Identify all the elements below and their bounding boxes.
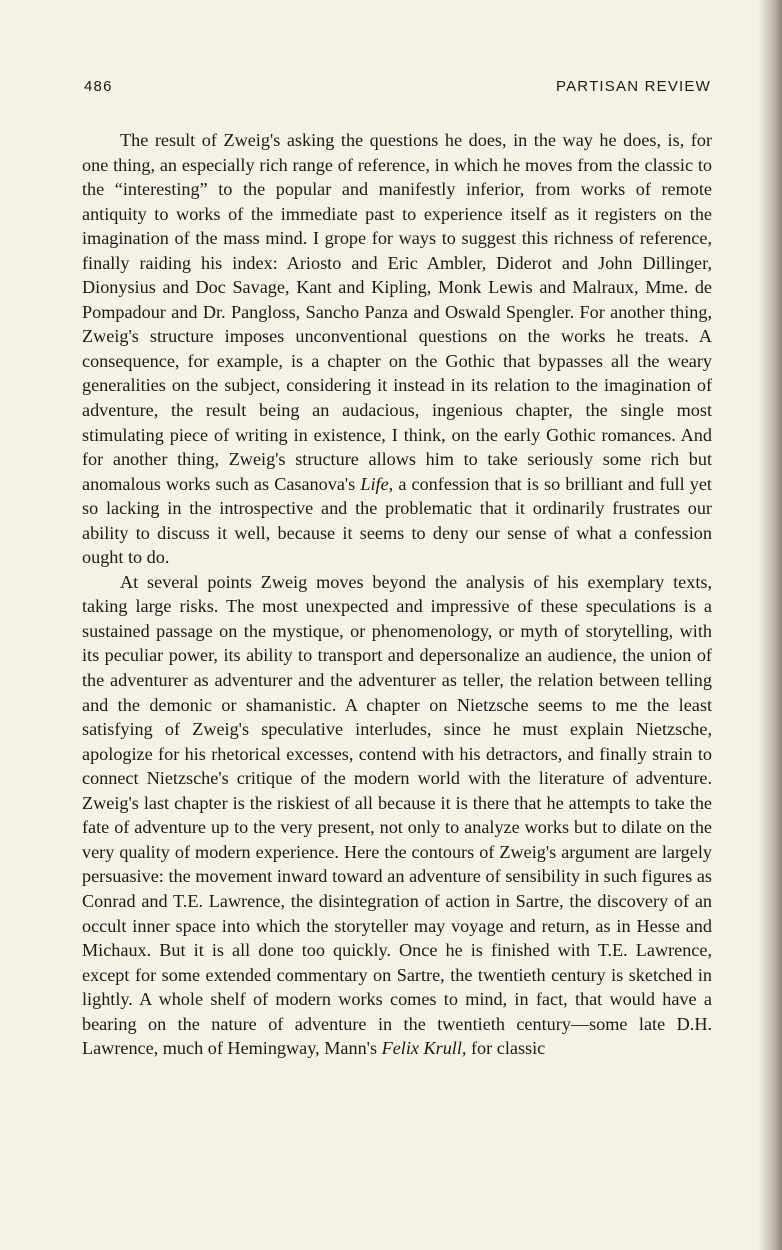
paragraph-2-text: At several points Zweig moves beyond the analysis of his exemplary texts, taking large risks. The most unexpected and impressive of these speculations is a sustained passage on the mystique, or phenomenology, or myth of storytelling, with its peculiar power, its ability to transport and depersonalize an audience, the union of the adventurer as adventurer and the adventurer as teller, the relation between telling and the demonic or shamanistic. A chapter on Nietzsche seems to me the least satisfying of Zweig's speculative interludes, since he must explain Nietzsche, apologize for his rhetorical excesses, contend with his detractors, and finally strain to connect Nietzsche's critique of the modern world with the literature of adventure. Zweig's last chapter is the riskiest of all because it is there that he attempts to take the fate of adventure up to the very present, not only to analyze works but to dilate on the very quality of modern experience. Here the contours of Zweig's argument are largely persuasive: the movement inward toward an adventure of sensibility in such figures as Conrad and T.E. Lawrence, the disintegration of action in Sartre, the discovery of an occult inner space into which the storyteller may voyage and return, as in Hesse and Michaux. But it is all done too quickly. Once he is finished with T.E. Lawrence, except for some extended commentary on Sartre, the twentieth century is sketched in lightly. A whole shelf of modern works comes to mind, in fact, that would have a bearing on the nature of adventure in the twentieth century—some late D.H. Lawrence, much of Hemingway, Mann's [82, 571, 712, 1059]
paragraph-2-text-end: for classic [466, 1038, 546, 1059]
page-number: 486 [84, 78, 113, 95]
book-title-felix-krull: Felix Krull, [381, 1038, 467, 1059]
paragraph-1-text: The result of Zweig's asking the questions he does, in the way he does, is, for one thing, an especially rich range of reference, in which he moves from the classic to the “interesting” to the popular and manifestly inferior, from works of remote antiquity to works of the immediate past to experience itself as it registers on the imagination of the mass mind. I grope for ways to suggest this richness of reference, finally raiding his index: Ariosto and Eric Ambler, Diderot and John Dillinger, Dionysius and Doc Savage, Kant and Kipling, Monk Lewis and Malraux, Mme. de Pompadour and Dr. Pangloss, Sancho Panza and Oswald Spengler. For another thing, Zweig's structure imposes unconventional questions on the works he treats. A consequence, for example, is a chapter on the Gothic that bypasses all the weary generalities on the subject, considering it instead in its relation to the imagination of adventure, the result being an audacious, ingenious chapter, the single most stimulating piece of writing in existence, I think, on the early Gothic romances. And for another thing, Zweig's structure allows him to take seriously some rich but anomalous works such as Casanova's [82, 130, 712, 494]
page-edge-shadow [758, 0, 782, 1250]
running-head [84, 78, 711, 102]
book-title-life: Life [360, 473, 389, 494]
paragraph-1-text-end: , a confession that is so brilliant and full yet so lacking in the introspective and the problematic that it ordinarily frustrates our ability to discuss it well, because it seems to deny our sense of what a confession ought to do. [82, 473, 712, 568]
paragraph-1 [82, 128, 712, 570]
journal-title: PARTISAN REVIEW [556, 78, 711, 95]
body-text [82, 128, 712, 1061]
paragraph-2 [82, 570, 712, 1061]
